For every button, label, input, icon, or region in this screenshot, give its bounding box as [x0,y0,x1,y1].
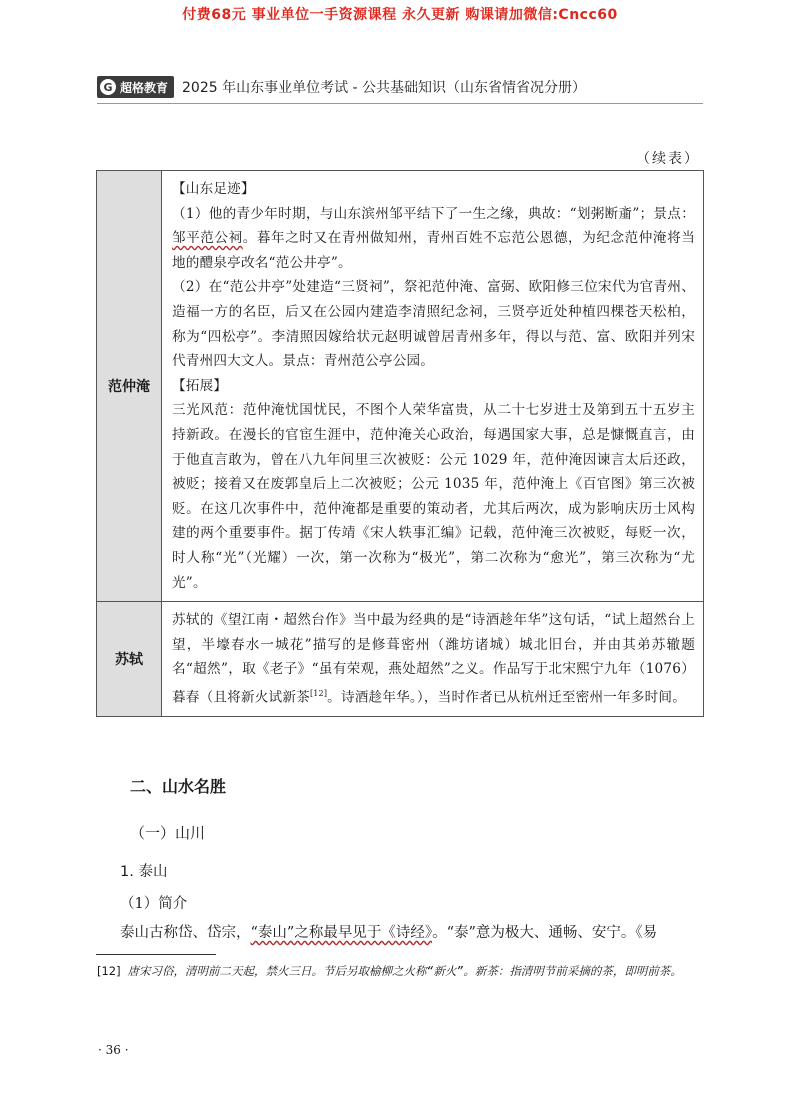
paragraph: （1）他的青少年时期，与山东滨州邹平结下了一生之缘，典故：“划粥断齑”；景点：邹平范公祠。暮年之时又在青州做知州，青州百姓不忘范公恩德，为纪念范仲淹将当地的醴泉亭改名“范公井亭”。 [172,205,696,271]
paragraph: 三光风范：范仲淹忧国忧民，不图个人荣华富贵，从二十七岁进士及第到五十五岁主持新政。在漫长的官宦生涯中，范仲淹关心政治，每遇国家大事，总是慷慨直言，由于他直言敢为，曾在八九年间里三次被贬：公元 1029 年，范仲淹因谏言太后还政，被贬；接着又在废郭皇后上二次被贬；公元 1035 年，范仲淹上《百官图》第三次被贬。在这几次事件中，范仲淹都是重要的策动者，尤其后两次，成为影响庆历士风构建的两个重要事件。据丁传靖《宋人轶事汇编》记载，范仲淹三次被贬，每贬一次，时人称“光”（光耀）一次，第一次称为“极光”，第二次称为“愈光”，第三次称为“尤光”。 [172,402,695,591]
table-row [97,171,704,602]
continued-label: （续表） [636,151,700,167]
highlighted-site: 邹平范公祠 [172,230,243,247]
person-name: 苏轼 [97,602,162,717]
footnote-text: 唐宋习俗，清明前二天起，禁火三日。节后另取榆柳之火称“新火”。新茶：指清明节前采摘的茶，即明前茶。 [127,964,682,978]
subsection-heading: （一）山川 [130,824,206,842]
logo-text: 超格教育 [120,80,169,95]
section-heading: 二、山水名胜 [130,777,227,796]
header-title: 2025 年山东事业单位考试 - 公共基础知识（山东省情省况分册） [182,80,587,96]
table-row [97,602,704,717]
paragraph: 苏轼的《望江南・超然台作》当中最为经典的是“诗酒趁年华”这句话，“试上超然台上望，半壕春水一城花”描写的是修葺密州（潍坊诸城）城北旧台，并由其弟苏辙题名“超然”，取《老子》“虽有荣观，燕处超然”之义。作品写于北宋熙宁九年（1076）暮春（且将新火试新茶[12]。诗酒趁年华。），当时作者已从杭州迁至密州一年多时间。 [172,612,695,706]
footnote-number: [12] [97,964,121,978]
page-header [97,75,586,99]
watermark-banner: 付费68元 事业单位一手资源课程 永久更新 购课请加微信:Cncc60 [182,7,618,23]
page-number: · 36 · [98,1043,129,1057]
logo-icon: G [100,79,116,95]
header-divider [97,103,703,104]
sub-item-heading: （1）简介 [120,896,188,912]
person-description [162,171,704,602]
person-name: 范仲淹 [97,171,162,602]
footnote-ref[interactable]: [12] [309,688,328,698]
publisher-logo [97,76,174,98]
section-heading-extension: 【拓展】 [172,377,228,394]
section-heading-shandong: 【山东足迹】 [172,181,255,197]
item-heading: 1. 泰山 [120,864,168,880]
figures-table [96,170,704,717]
highlighted-text: “泰山”之称最早见于《诗经》 [250,925,433,941]
body-paragraph: 泰山古称岱、岱宗，“泰山”之称最早见于《诗经》。“泰”意为极大、通畅、安宁。《易 [120,925,658,941]
footnote [97,962,702,980]
footnote-divider [96,954,216,955]
paragraph: （2）在“范公井亭”处建造“三贤祠”，祭祀范仲淹、富弼、欧阳修三位宋代为官青州、造福一方的名臣，后又在公园内建造李清照纪念祠，三贤亭近处种植四棵苍天松柏，称为“四松亭”。李清照因嫁给状元赵明诚曾居青州多年，得以与范、富、欧阳并列宋代青州四大文人。景点：青州范公亭公园。 [172,279,695,370]
person-description [162,602,704,717]
